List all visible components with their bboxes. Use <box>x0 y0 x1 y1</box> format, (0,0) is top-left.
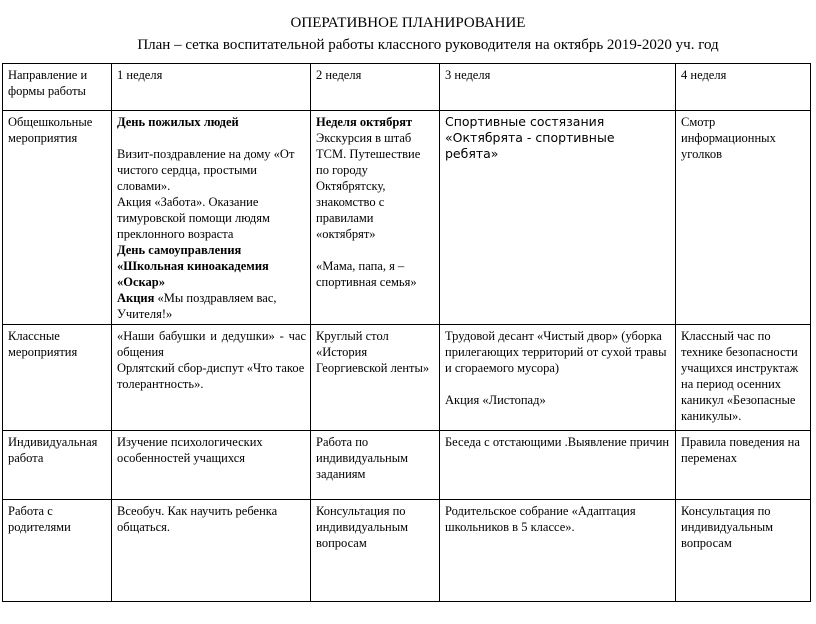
cell-week-1 <box>112 325 311 431</box>
cell-week-3: Родительское собрание «Адаптация школьников в 5 классе». <box>440 500 676 602</box>
cell-inline-text: «Мы поздравляем вас, Учителя!» <box>117 291 277 321</box>
cell-week-4: Смотр информационных уголков <box>676 111 811 325</box>
cell-bold-label: Акция <box>117 291 155 305</box>
cell-text: Экскурсия в штаб ТСМ. Путешествие по городу Октябрятску, знакомство с правилами «октябрят» <box>316 131 421 241</box>
cell-week-4: Консультация по индивидуальным вопросам <box>676 500 811 602</box>
header-week-2: 2 неделя <box>311 64 440 111</box>
header-week-4: 4 неделя <box>676 64 811 111</box>
cell-heading: День самоуправления «Школьная киноакадемия «Оскар» <box>117 243 269 289</box>
cell-text: Акция «Листопад» <box>445 393 546 407</box>
cell-week-3: Спортивные состязания «Октябрята - спортивные ребята» <box>440 111 676 325</box>
row-label: Работа с родителями <box>3 500 112 602</box>
cell-week-2: Круглый стол «История Георгиевской ленты» <box>311 325 440 431</box>
row-label: Классные мероприятия <box>3 325 112 431</box>
table-row <box>3 111 811 325</box>
cell-week-4: Классный час по технике безопасности учащихся инструктаж на период осенних каникул «Безопасные каникулы». <box>676 325 811 431</box>
cell-week-3 <box>440 325 676 431</box>
plan-table <box>2 63 811 602</box>
cell-text: «Мама, папа, я – спортивная семья» <box>316 259 417 289</box>
cell-week-2: Консультация по индивидуальным вопросам <box>311 500 440 602</box>
header-direction: Направление и формы работы <box>3 64 112 111</box>
cell-week-2 <box>311 111 440 325</box>
cell-week-2: Работа по индивидуальным заданиям <box>311 431 440 500</box>
cell-text: Визит-поздравление на дому «От чистого сердца, простыми словами». <box>117 147 295 193</box>
cell-text: «Наши бабушки и дедушки» - час общения <box>117 329 306 359</box>
cell-heading: День пожилых людей <box>117 115 239 129</box>
cell-week-3: Беседа с отстающими .Выявление причин <box>440 431 676 500</box>
table-header-row <box>3 64 811 111</box>
header-week-1: 1 неделя <box>112 64 311 111</box>
row-label: Общешкольные мероприятия <box>3 111 112 325</box>
cell-week-4: Правила поведения на переменах <box>676 431 811 500</box>
table-row <box>3 325 811 431</box>
row-label: Индивидуальная работа <box>3 431 112 500</box>
cell-text: Орлятский сбор-диспут «Что такое толерантность». <box>117 361 305 391</box>
cell-text <box>117 290 306 322</box>
cell-text: Трудовой десант «Чистый двор» (уборка прилегающих территорий от сухой травы и сгораемого мусора) <box>445 329 667 375</box>
cell-week-1 <box>112 111 311 325</box>
page-title: ОПЕРАТИВНОЕ ПЛАНИРОВАНИЕ <box>290 15 526 31</box>
cell-heading: Неделя октябрят <box>316 115 413 129</box>
table-row <box>3 500 811 602</box>
page-subtitle: План – сетка воспитательной работы классного руководителя на октябрь 2019-2020 уч. год <box>137 37 719 53</box>
cell-week-1: Всеобуч. Как научить ребенка общаться. <box>112 500 311 602</box>
header-week-3: 3 неделя <box>440 64 676 111</box>
cell-text: Акция «Забота». Оказание тимуровской помощи людям преклонного возраста <box>117 195 270 241</box>
cell-week-1: Изучение психологических особенностей учащихся <box>112 431 311 500</box>
table-row <box>3 431 811 500</box>
